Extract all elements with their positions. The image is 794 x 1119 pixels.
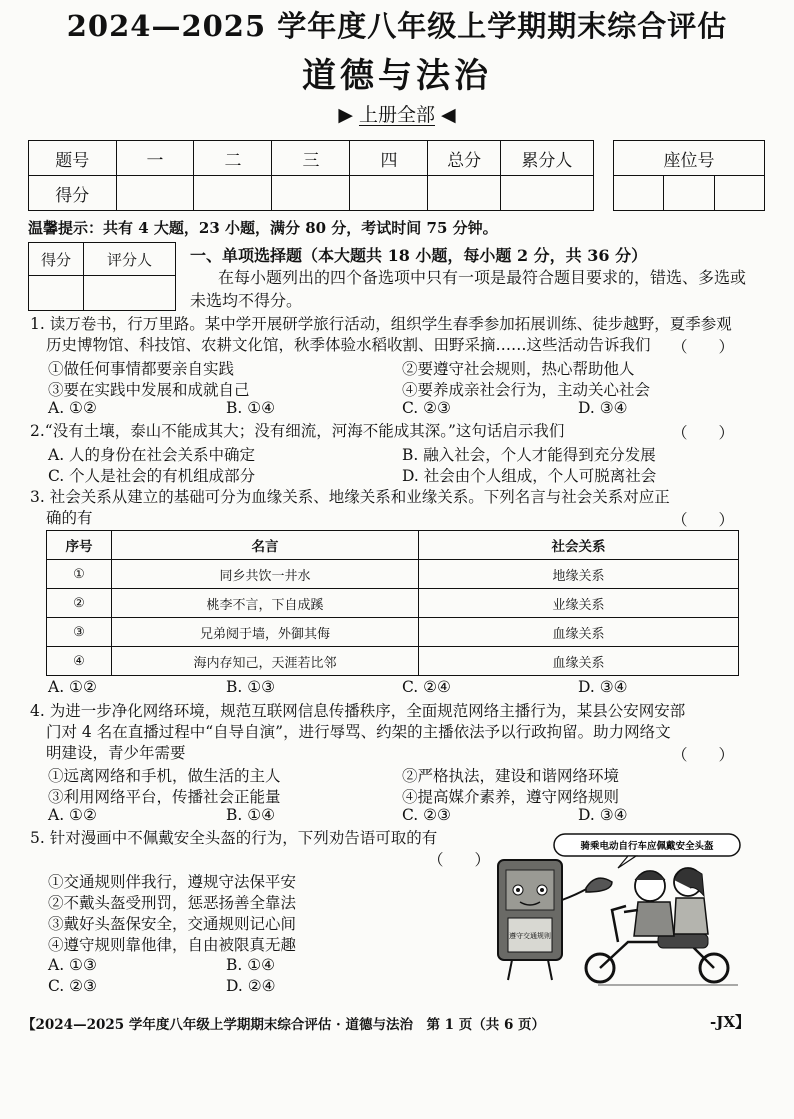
q4-option-d[interactable]: D. ③④ <box>578 806 628 824</box>
q2-option-c[interactable]: C. 个人是社会的有机组成部分 <box>48 467 256 485</box>
q3-row-quote: 桃李不言，下自成蹊 <box>112 589 419 618</box>
q3-row-relation: 血缘关系 <box>419 618 739 647</box>
score-input-cell[interactable] <box>428 176 500 211</box>
q1-statement: ②要遵守社会规则，热心帮助他人 <box>402 360 635 378</box>
q5-option-a[interactable]: A. ①③ <box>48 956 97 974</box>
q1-statement: ④要养成亲社会行为，主动关心社会 <box>402 381 651 399</box>
q2-option-d[interactable]: D. 社会由个人组成，个人可脱离社会 <box>402 467 657 485</box>
exam-title: 2024—2025 学年度八年级上学期期末综合评估 <box>66 9 728 43</box>
volume-text: 上册全部 <box>358 104 435 126</box>
q1-stem-line1: 1. 读万卷书，行万里路。某中学开展研学旅行活动，组织学生春季参加拓展训练、徒步越野，夏季参观 <box>30 315 732 333</box>
section-note: 在每小题列出的四个备选项中只有一项是最符合题目要求的，错选、多选或未选均不得分。 <box>190 268 747 310</box>
q1-option-b[interactable]: B. ①④ <box>226 399 276 417</box>
q3-row-quote: 兄弟阋于墙，外御其侮 <box>112 618 419 647</box>
q4-option-c[interactable]: C. ②③ <box>402 806 451 824</box>
q3-answer-blank[interactable]: （ ） <box>672 511 735 529</box>
q4-stem-line2: 门对 4 名在直播过程中“自导自演”，进行辱骂、约架的主播依法予以行政拘留。助力网络文 <box>46 723 671 741</box>
exam-notice: 温馨提示：共有 4 大题，23 小题，满分 80 分，考试时间 75 分钟。 <box>28 219 498 237</box>
grader-name-label: 评分人 <box>84 243 176 276</box>
seat-input-cell[interactable] <box>714 176 764 211</box>
cartoon-caption: 骑乘电动自行车应佩戴安全头盔 <box>580 841 714 852</box>
q3-row-relation: 血缘关系 <box>419 647 739 676</box>
q1-statement: ①做任何事情都要亲自实践 <box>48 360 235 378</box>
q2-option-b[interactable]: B. 融入社会，个人才能得到充分发展 <box>402 446 656 464</box>
q4-option-b[interactable]: B. ①④ <box>226 806 276 824</box>
score-header-cell: 累分人 <box>500 141 593 176</box>
q3-table-header: 社会关系 <box>419 531 739 560</box>
score-input-cell[interactable] <box>350 176 428 211</box>
q3-stem-line2: 确的有 <box>46 509 93 527</box>
q2-stem: 2.“没有土壤，泰山不能成其大；没有细流，河海不能成其深。”这句话启示我们 <box>30 422 565 440</box>
q5-statement: ①交通规则伴我行，遵规守法保平安 <box>48 873 297 891</box>
score-header-cell: 四 <box>350 141 428 176</box>
score-header-cell: 二 <box>194 141 272 176</box>
q3-row-quote: 海内存知己，天涯若比邻 <box>112 647 419 676</box>
helmet-cartoon <box>478 830 750 990</box>
q4-answer-blank[interactable]: （ ） <box>672 746 735 764</box>
score-input-cell[interactable] <box>272 176 350 211</box>
q5-statement: ②不戴头盔受刑罚，惩恶扬善全靠法 <box>48 894 297 912</box>
score-header-cell: 三 <box>272 141 350 176</box>
q3-row-relation: 地缘关系 <box>419 560 739 589</box>
q3-table-header: 序号 <box>47 531 112 560</box>
seat-input-cell[interactable] <box>614 176 664 211</box>
q3-option-a[interactable]: A. ①② <box>48 678 97 696</box>
volume-right-mark: ◀ <box>441 104 456 126</box>
q4-option-a[interactable]: A. ①② <box>48 806 97 824</box>
q5-stem: 5. 针对漫画中不佩戴安全头盔的行为，下列劝告语可取的有 <box>30 829 438 847</box>
q3-row-index: ① <box>47 560 112 589</box>
score-header-cell: 一 <box>116 141 194 176</box>
score-table <box>28 140 594 211</box>
score-row-label: 得分 <box>29 176 117 211</box>
grader-score-cell[interactable] <box>29 276 84 311</box>
q1-option-d[interactable]: D. ③④ <box>578 399 628 417</box>
q4-stem-line1: 4. 为进一步净化网络环境，规范互联网信息传播秩序，全面规范网络主播行为，某县公安网安部 <box>30 702 686 720</box>
q3-option-c[interactable]: C. ②④ <box>402 678 451 696</box>
page-footer-code: -JX】 <box>710 1013 750 1031</box>
subject-title: 道德与法治 <box>302 56 492 96</box>
q1-answer-blank[interactable]: （ ） <box>672 338 735 356</box>
q5-option-d[interactable]: D. ②④ <box>226 977 276 995</box>
q3-table <box>46 530 739 676</box>
q4-statement: ③利用网络平台，传播社会正能量 <box>48 788 281 806</box>
q1-option-a[interactable]: A. ①② <box>48 399 97 417</box>
q3-option-d[interactable]: D. ③④ <box>578 678 628 696</box>
q3-option-b[interactable]: B. ①③ <box>226 678 276 696</box>
q3-row-quote: 同乡共饮一井水 <box>112 560 419 589</box>
score-header-cell: 总分 <box>428 141 500 176</box>
q3-stem-line1: 3. 社会关系从建立的基础可分为血缘关系、地缘关系和业缘关系。下列名言与社会关系对应正 <box>30 488 670 506</box>
q5-statement: ③戴好头盔保安全，交通规则记心间 <box>48 915 297 933</box>
q5-statement: ④遵守规则靠他律，自由被限真无趣 <box>48 936 297 954</box>
q2-option-a[interactable]: A. 人的身份在社会关系中确定 <box>48 446 256 464</box>
grader-score-label: 得分 <box>29 243 84 276</box>
q4-statement: ②严格执法，建设和谐网络环境 <box>402 767 620 785</box>
q5-answer-blank[interactable]: （ ） <box>428 851 491 869</box>
q4-statement: ①远离网络和手机，做生活的主人 <box>48 767 281 785</box>
volume-left-mark: ▶ <box>338 104 353 126</box>
q1-stem-line2: 历史博物馆、科技馆、农耕文化馆，秋季体验水稻收割、田野采摘……这些活动告诉我们 <box>46 336 651 354</box>
q5-option-c[interactable]: C. ②③ <box>48 977 97 995</box>
q3-table-header: 名言 <box>112 531 419 560</box>
section-title: 一、单项选择题（本大题共 18 小题，每小题 2 分，共 36 分） <box>190 246 648 265</box>
seat-input-cell[interactable] <box>664 176 714 211</box>
volume-label <box>0 100 794 127</box>
page-footer: 【2024—2025 学年度八年级上学期期末综合评估 · 道德与法治 第 1 页（共 6 页） <box>22 1017 546 1033</box>
grader-table <box>28 242 176 311</box>
q4-statement: ④提高媒介素养，遵守网络规则 <box>402 788 620 806</box>
q3-row-index: ② <box>47 589 112 618</box>
score-input-cell[interactable] <box>116 176 194 211</box>
grader-name-cell[interactable] <box>84 276 176 311</box>
cartoon-drawing <box>478 830 750 990</box>
q5-option-b[interactable]: B. ①④ <box>226 956 276 974</box>
q3-row-index: ④ <box>47 647 112 676</box>
cartoon-sign-text: 遵守交通规则 <box>509 932 551 940</box>
q3-row-index: ③ <box>47 618 112 647</box>
q1-option-c[interactable]: C. ②③ <box>402 399 451 417</box>
score-header-cell: 题号 <box>29 141 117 176</box>
score-input-cell[interactable] <box>194 176 272 211</box>
q2-answer-blank[interactable]: （ ） <box>672 424 735 442</box>
seat-table <box>613 140 765 211</box>
q4-stem-line3: 明建设，青少年需要 <box>46 744 186 762</box>
seat-label: 座位号 <box>614 141 765 176</box>
q3-row-relation: 业缘关系 <box>419 589 739 618</box>
q1-statement: ③要在实践中发展和成就自己 <box>48 381 250 399</box>
score-input-cell[interactable] <box>500 176 593 211</box>
